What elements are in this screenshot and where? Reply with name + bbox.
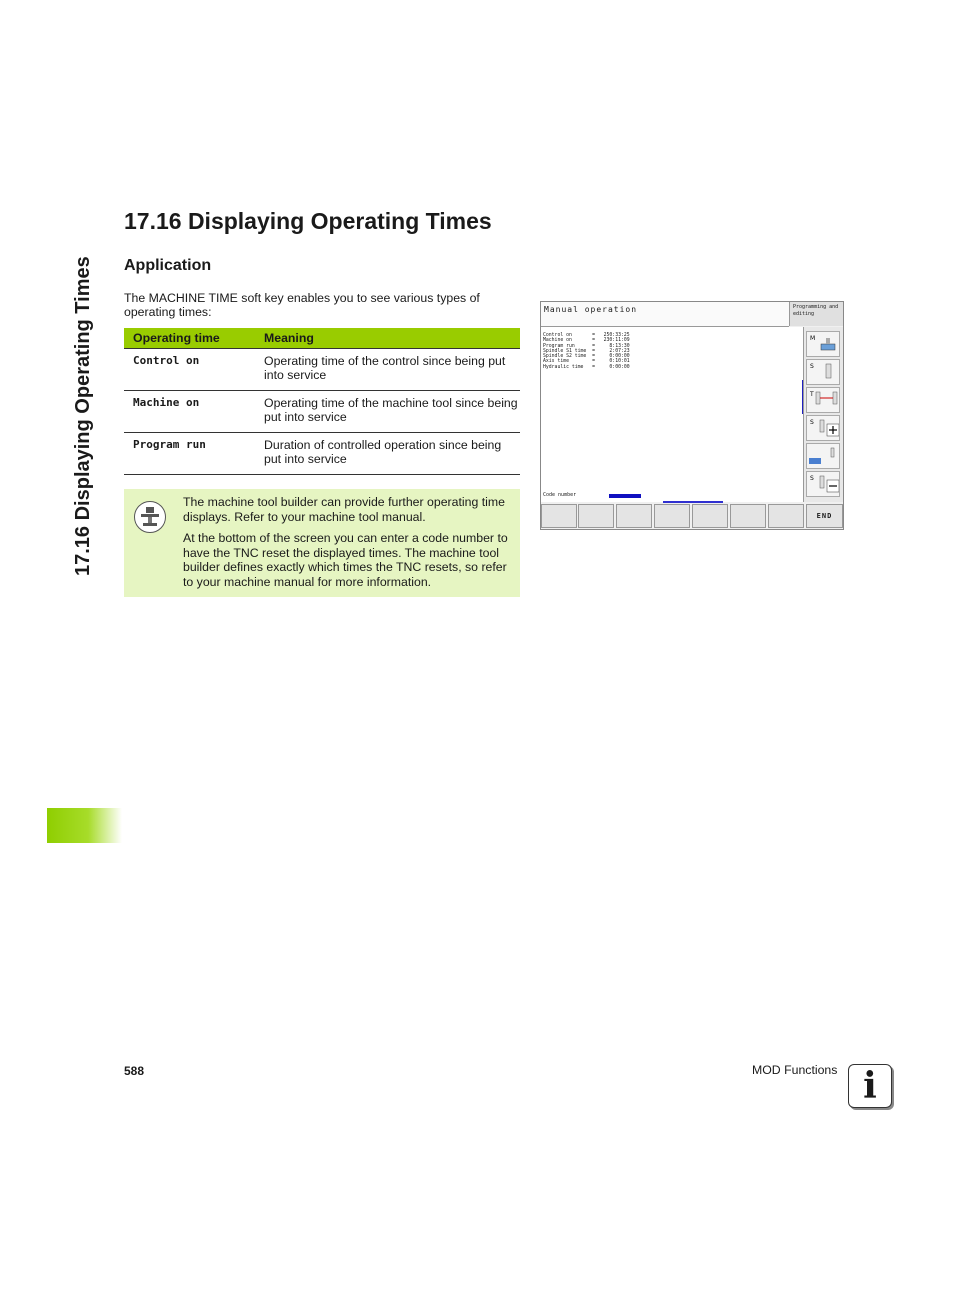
page-number: 588 [124,1064,145,1078]
screen-softkey-row [541,504,843,529]
note-box [124,489,520,597]
tnc-screenshot [540,301,844,530]
table-header-operating-time: Operating time [124,328,255,349]
table-cell-code: Program run [124,433,255,475]
section-heading: Application [124,257,212,274]
softkey-6[interactable] [730,504,766,528]
code-number-label: Code number [543,492,577,498]
softkey-5[interactable] [692,504,728,528]
side-softkey-minus[interactable] [806,471,840,497]
intro-paragraph: The MACHINE TIME soft key enables you to see various types of operating times: [124,291,480,319]
side-softkey-t[interactable] [806,387,840,413]
svg-text:S: S [810,363,814,370]
side-softkey-m[interactable] [806,331,840,357]
screen-secondary-mode: Programming and editing [789,302,843,326]
screen-divider [663,501,723,503]
table-cell-meaning: Operating time of the control since being put into service [255,349,520,391]
softkey-2[interactable] [578,504,614,528]
note-paragraph-1: The machine tool builder can provide further operating time displays. Refer to your machine tool manual. [183,495,505,524]
screen-main-area [541,327,804,502]
info-icon [848,1064,892,1108]
side-softkey-s[interactable] [806,359,840,385]
table-header-meaning: Meaning [255,328,520,349]
chapter-tab [47,808,122,843]
table-header-row [124,328,520,349]
machine-tool-builder-icon [134,501,166,533]
side-chapter-title: 17.16 Displaying Operating Times [72,256,94,576]
operating-times-readout: Control on = 250:33:25 Machine on = 230:11:09 Program run = 8:13:30 Spindle S1 time = 2:07:23 Spindle S2 time = 0:00:00 Axis time = 0:10:01 Hydraulic time = 0:00:00 [543,333,630,370]
footer-section-title: MOD Functions [752,1063,838,1077]
svg-text:T: T [810,391,814,398]
table-row [124,349,520,391]
page-title: 17.16 Displaying Operating Times [124,208,492,234]
svg-text:M: M [810,335,816,342]
softkey-7[interactable] [768,504,804,528]
svg-text:S: S [810,419,814,426]
table-cell-meaning: Operating time of the machine tool since being put into service [255,391,520,433]
code-number-input[interactable] [609,494,641,498]
end-softkey[interactable]: END [806,504,843,528]
table-row [124,391,520,433]
softkey-3[interactable] [616,504,652,528]
note-paragraph-2: At the bottom of the screen you can enter a code number to have the TNC reset the displayed times. The machine tool builder defines exactly which times the TNC resets, so refer to your machine manual for more information. [183,531,508,589]
svg-text:S: S [810,475,814,482]
screen-mode-title: Manual operation [544,305,638,314]
table-cell-code: Machine on [124,391,255,433]
operating-times-table [124,328,520,475]
note-text [183,495,513,596]
info-glyph: i [863,1065,877,1107]
screen-side-softkeys [804,327,843,502]
softkey-4[interactable] [654,504,690,528]
softkey-1[interactable] [541,504,577,528]
table-row [124,433,520,475]
table-cell-meaning: Duration of controlled operation since being put into service [255,433,520,475]
screen-header [541,302,789,327]
side-softkey-onoff[interactable] [806,443,840,469]
side-softkey-plus[interactable] [806,415,840,441]
table-cell-code: Control on [124,349,255,391]
screen-marker-line [802,380,803,414]
